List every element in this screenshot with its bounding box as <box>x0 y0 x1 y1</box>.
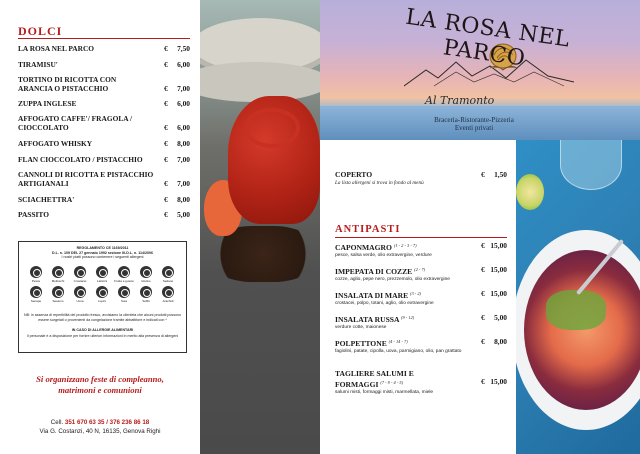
dolci-item-price: 6,00 <box>177 123 190 132</box>
item-name: CAPONMAGRO <box>335 243 392 252</box>
dolci-rule <box>18 38 190 39</box>
dolci-item-name: FLAN CIOCCOLATO / PISTACCHIO <box>18 155 143 164</box>
allergen-label: Crostacei <box>73 279 87 283</box>
item-price: 5,00 <box>494 313 507 322</box>
brand-tagline <box>404 116 544 132</box>
dolci-item-name: ZUPPA INGLESE <box>18 99 77 108</box>
dolci-item-price: 7,00 <box>177 84 190 93</box>
currency: € <box>481 313 485 322</box>
antipasto-item <box>335 337 507 355</box>
currency: € <box>164 139 168 148</box>
promo-text <box>10 374 190 396</box>
item-allergens: (2 - 7) <box>414 267 426 272</box>
egg-icon <box>74 286 86 298</box>
dolci-item-name: TORTINO DI RICOTTA CON ARANCIA O PISTACCHIO <box>18 75 117 93</box>
dolci-item-price: 7,00 <box>177 179 190 188</box>
mollusc-icon <box>52 266 64 278</box>
currency: € <box>481 337 485 346</box>
allergen-label: Soia <box>120 299 127 303</box>
dolci-item-name: PASSITO <box>18 210 49 219</box>
allergen-item <box>91 286 113 303</box>
item-name: IMPEPATA DI COZZE <box>335 267 413 276</box>
antipasti-title: ANTIPASTI <box>335 224 401 235</box>
contact-phones <box>10 418 190 427</box>
dolci-title: DOLCI <box>18 24 63 38</box>
dolci-item-price: 6,00 <box>177 99 190 108</box>
item-name: POLPETTONE <box>335 339 387 348</box>
item-price: 15,00 <box>490 265 507 274</box>
seafood-photo <box>516 140 640 454</box>
brand-subtitle: Al Tramonto <box>425 94 495 107</box>
item-desc: salumi misti, formaggi misti, marmellata, miele <box>335 389 434 395</box>
item-allergens: (9 - 12) <box>400 315 415 320</box>
item-desc: crostacei, polpo, totani, aglio, olio extravergine <box>335 300 434 306</box>
sesame-icon <box>52 286 64 298</box>
antipasto-item <box>335 289 507 307</box>
antipasti-panel <box>320 140 516 454</box>
currency: € <box>481 377 485 386</box>
currency: € <box>481 289 485 298</box>
allergen-label: Senape <box>30 299 42 303</box>
mustard-icon <box>30 286 42 298</box>
tagline-line2: Eventi privati <box>454 124 494 132</box>
item-allergens: (7 - 9 - 4 - 5) <box>380 380 404 385</box>
item-desc: fagiolini, patate, cipolla, uova, parmigiano, olio, pan grattato <box>335 348 462 354</box>
allergen-note: NB: in assenza di reperibilità del prodotto fresco, avvisiamo la clientela che alcuni prodotti possono essere surgelati o provenienti da congelazione tramite abbattitore e indicati con * <box>24 313 182 322</box>
lupin-icon <box>96 286 108 298</box>
seafood-salad-image <box>524 250 640 410</box>
promo-line2: matrimoni e comunioni <box>58 385 142 395</box>
phone-label: Cell. <box>50 419 64 426</box>
item-price: 15,00 <box>490 289 507 298</box>
allergen-note2-title: IN CASO DI ALLERGIE ALIMENTARI <box>71 328 134 332</box>
dolci-item-price: 8,00 <box>177 139 190 148</box>
allergen-label: Sedano <box>162 279 174 283</box>
item-allergens: (4 - 14 - 7) <box>388 339 408 344</box>
allergen-label: Lupini <box>97 299 106 303</box>
allergen-item <box>69 286 91 303</box>
allergen-label: Latticini <box>96 279 108 283</box>
allergen-item <box>113 266 135 283</box>
phone-numbers: 351 670 63 35 / 376 236 86 18 <box>64 419 150 426</box>
plate-image <box>200 62 320 102</box>
antipasto-item <box>335 241 507 259</box>
greens-image <box>546 290 606 330</box>
allergen-item <box>47 286 69 303</box>
rose-swirl-image <box>244 108 300 148</box>
allergen-item <box>135 266 157 283</box>
crustacean-icon <box>74 266 86 278</box>
allergen-label: Sesamo <box>52 299 64 303</box>
dolci-item-price: 8,00 <box>177 195 190 204</box>
tagline-line1: Braceria-Ristorante-Pizzeria <box>434 116 514 124</box>
allergen-label: Frutta a guscio <box>114 279 134 283</box>
allergen-item <box>25 286 47 303</box>
allergen-note2: Il personale è a disposizione per fornire ulteriori informazioni in merito alla presenza di allergeni <box>26 334 179 338</box>
coperto-note: La lista allergeni si trova in fondo al menù <box>335 179 424 186</box>
coperto-name: COPERTO <box>335 170 373 179</box>
currency: € <box>164 210 168 219</box>
dolci-panel <box>0 0 200 454</box>
dolci-item-name: SCIACHETTRA' <box>18 195 75 204</box>
antipasto-item <box>335 313 507 331</box>
currency: € <box>164 60 168 69</box>
sulphite-icon <box>140 286 152 298</box>
dolci-item-name: AFFOGATO WHISKY <box>18 139 93 148</box>
allergen-label: Solfiti <box>142 299 150 303</box>
dessert-photo <box>200 0 320 454</box>
allergen-label: Pesce <box>31 279 41 283</box>
dolci-item-price: 6,00 <box>177 60 190 69</box>
nut-icon <box>118 266 130 278</box>
allergen-label: Glutine <box>141 279 151 283</box>
currency: € <box>164 179 168 188</box>
allergen-subheader: D.L. n. 109 DEL 27 gennaio 1992 sezione III-D.L. n. 114/2006 <box>52 250 153 255</box>
antipasto-item <box>335 369 507 396</box>
allergen-item <box>47 266 69 283</box>
antipasto-item <box>335 265 507 283</box>
allergen-legend <box>18 241 187 353</box>
currency: € <box>164 84 168 93</box>
dolci-item-name: AFFOGATO CAFFE'/ FRAGOLA / CIOCCOLATO <box>18 114 133 132</box>
gluten-icon <box>140 266 152 278</box>
dolci-item-name: TIRAMISU' <box>18 60 58 69</box>
dolci-item-price: 7,00 <box>177 155 190 164</box>
allergen-item <box>69 266 91 283</box>
item-desc: pesce, salsa verde, olio extravergine, verdure <box>335 252 432 258</box>
item-name: INSALATA DI MARE <box>335 291 409 300</box>
item-allergens: (1 - 2 - 3 - 7) <box>393 243 417 248</box>
dolci-item-price: 7,50 <box>177 44 190 53</box>
allergen-item <box>157 286 179 303</box>
fish-icon <box>30 266 42 278</box>
currency: € <box>164 155 168 164</box>
wine-glass-image <box>560 140 622 190</box>
peanut-icon <box>162 286 174 298</box>
allergen-intro: I nostri piatti possono contenere i seguenti allergeni <box>61 255 144 260</box>
allergen-header: REGOLAMENTO CE 1169/2011 <box>76 246 129 250</box>
allergen-item <box>135 286 157 303</box>
item-desc: verdure cotte, maionese <box>335 324 387 330</box>
item-allergens: (3 - 2) <box>410 291 422 296</box>
lime-image <box>516 174 544 210</box>
item-desc: cozze, aglio, pepe nero, prezzemolo, olio extravergine <box>335 276 450 282</box>
currency: € <box>164 44 168 53</box>
currency: € <box>481 241 485 250</box>
soy-icon <box>118 286 130 298</box>
currency: € <box>481 170 485 179</box>
allergen-label: Uova <box>76 299 84 303</box>
contact-info <box>10 418 190 436</box>
allergen-item <box>91 266 113 283</box>
allergen-item <box>25 266 47 283</box>
coperto-price: 1,50 <box>494 170 507 179</box>
allergen-label: Molluschi <box>51 279 65 283</box>
antipasti-rule <box>335 237 507 238</box>
item-price: 8,00 <box>494 337 507 346</box>
contact-address: Via G. Costanzi, 40 N, 16135, Genova Righi <box>39 428 161 435</box>
item-name: TAGLIERE SALUMI E FORMAGGI <box>335 369 414 389</box>
allergen-item <box>113 286 135 303</box>
currency: € <box>164 195 168 204</box>
currency: € <box>164 123 168 132</box>
dolci-item-name: LA ROSA NEL PARCO <box>18 44 95 53</box>
item-price: 15,00 <box>490 241 507 250</box>
currency: € <box>481 265 485 274</box>
celery-icon <box>162 266 174 278</box>
coperto-row <box>335 170 507 186</box>
promo-line1: Si organizzano feste di compleanno, <box>36 374 164 384</box>
milk-icon <box>96 266 108 278</box>
allergen-label: Arachidi <box>162 299 174 303</box>
brand-name: LA ROSA NEL PARCO <box>404 4 572 72</box>
item-name: INSALATA RUSSA <box>335 315 400 324</box>
item-price: 15,00 <box>490 377 507 386</box>
dolci-item-name: CANNOLI DI RICOTTA E PISTACCHIO ARTIGIANALI <box>18 170 154 188</box>
allergen-item <box>157 266 179 283</box>
dolci-item-price: 5,00 <box>177 210 190 219</box>
currency: € <box>164 99 168 108</box>
